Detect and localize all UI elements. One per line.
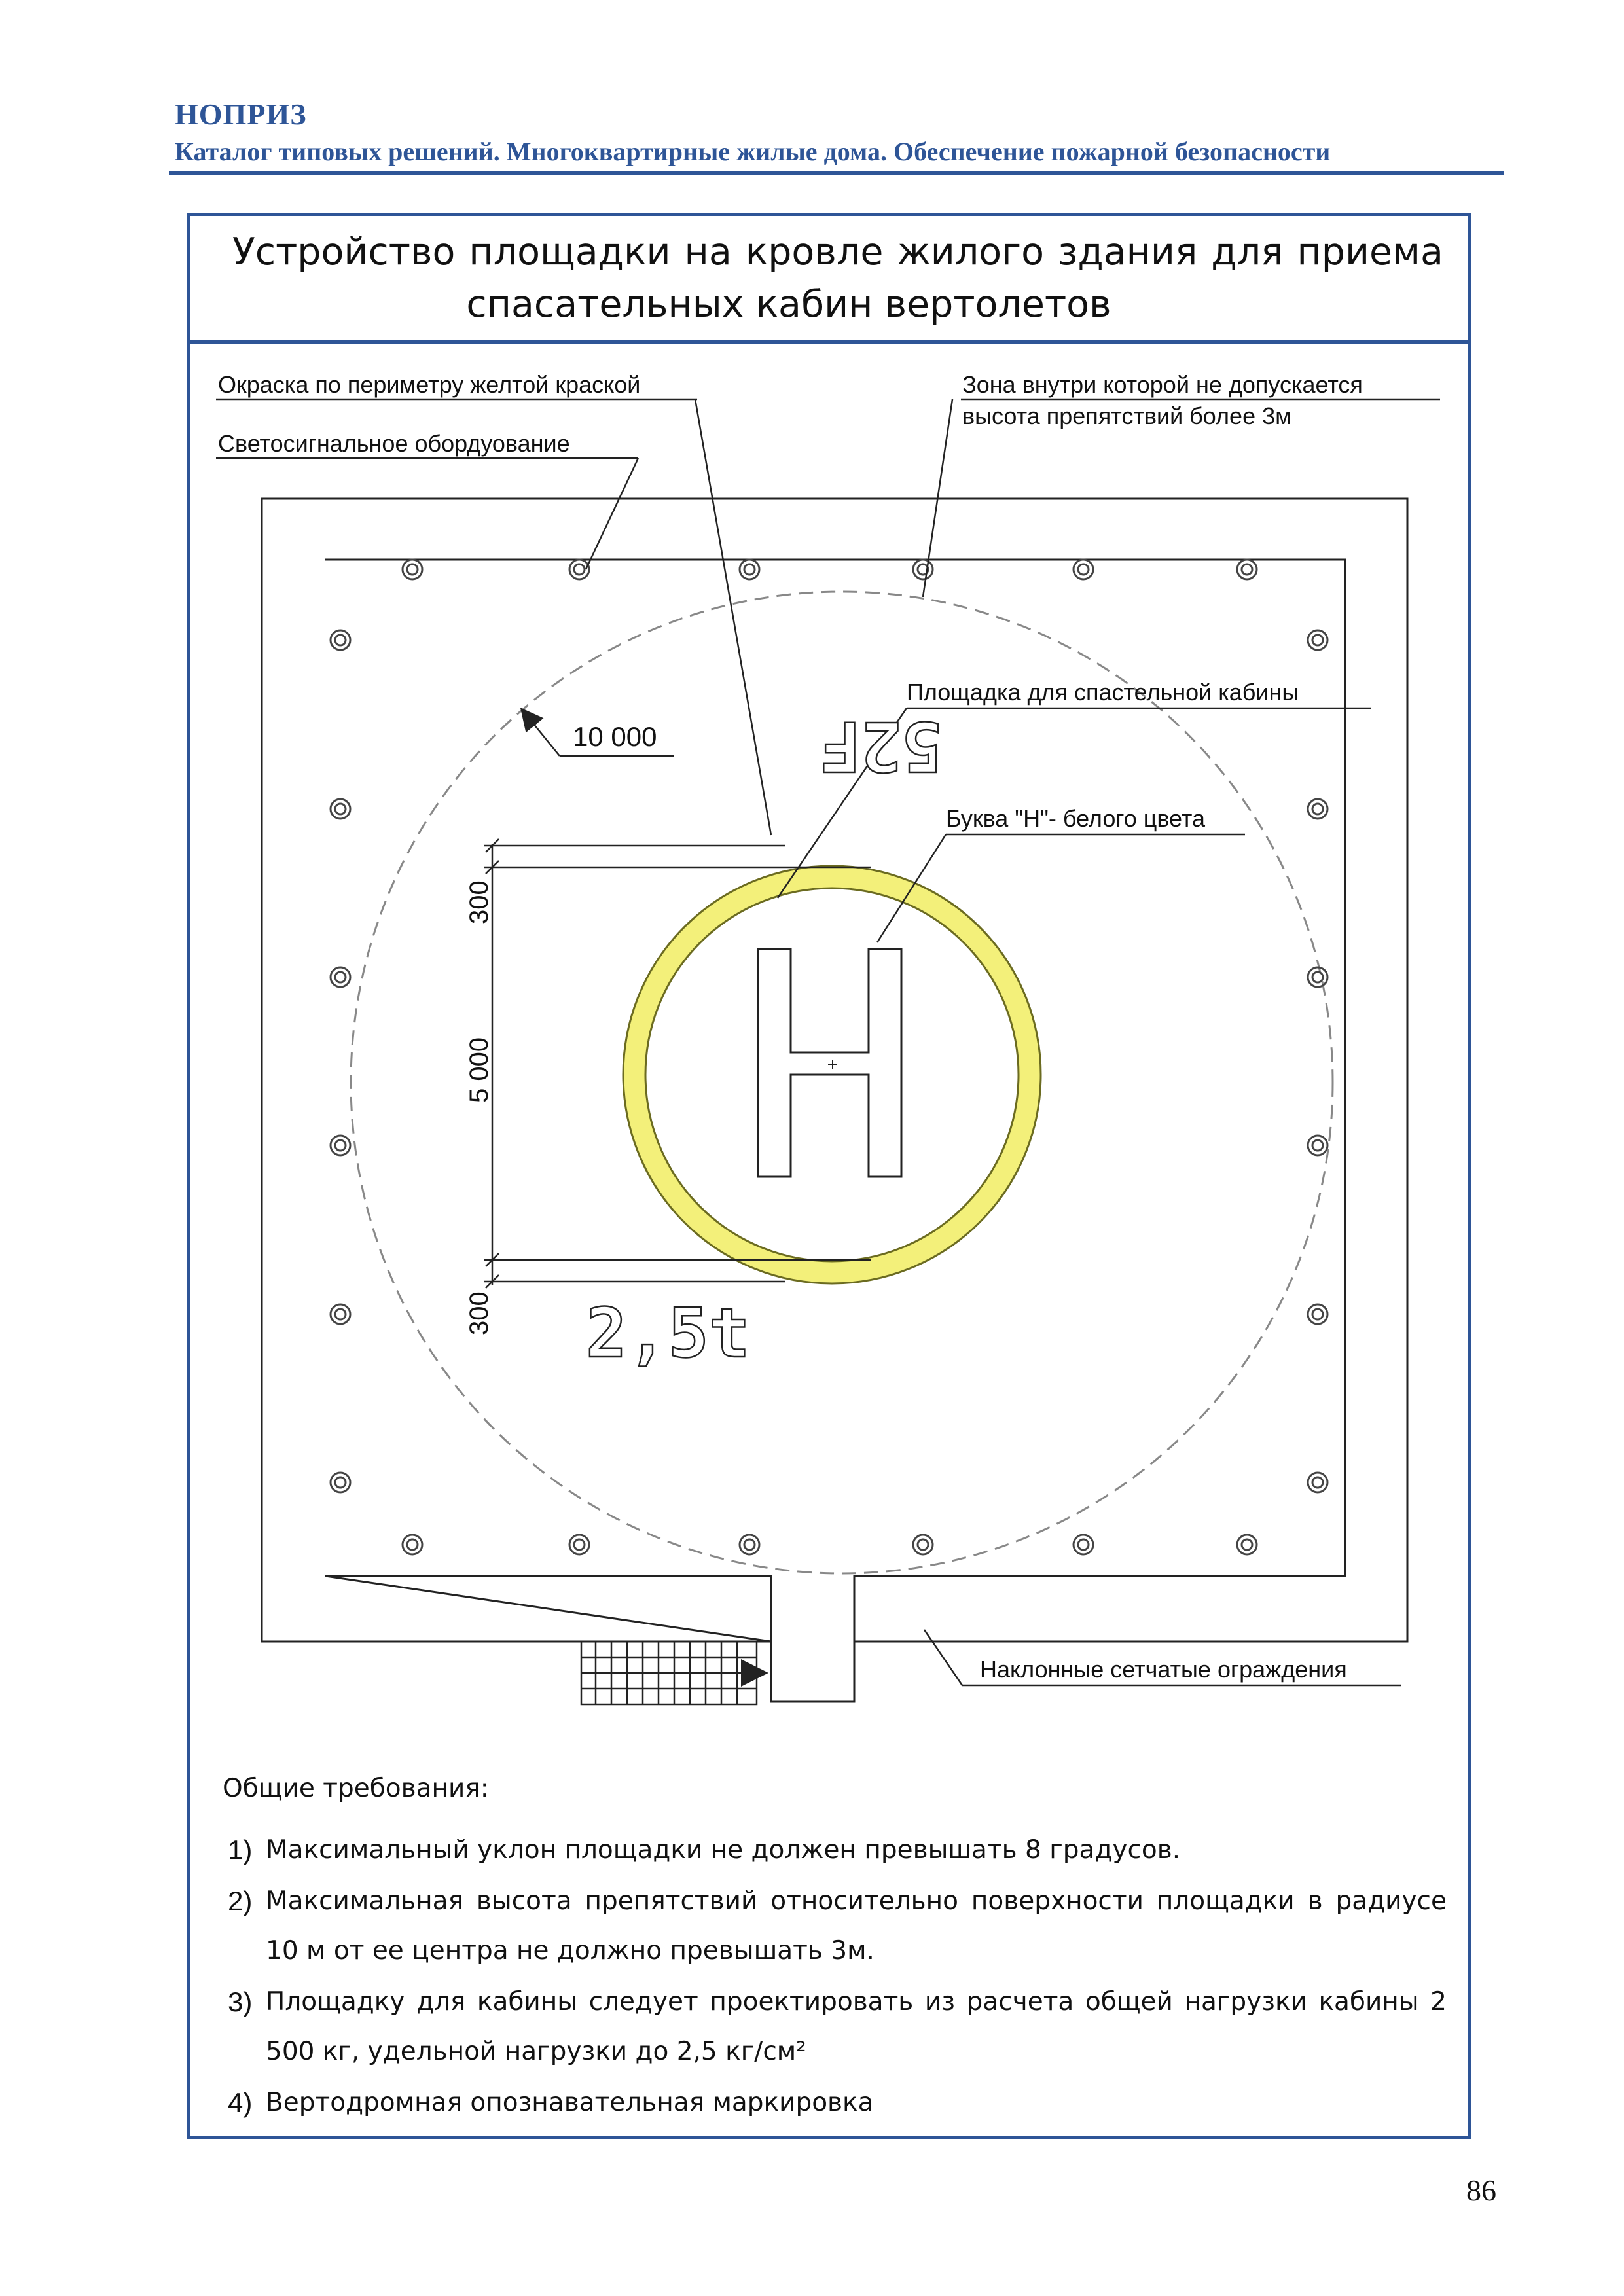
requirements-list (223, 1825, 1447, 2128)
list-item-number: 1) (228, 1835, 253, 1865)
signal-light-core (1312, 635, 1323, 645)
list-item (223, 1876, 1447, 1976)
requirements-section (223, 1774, 1447, 2129)
signal-light-icon (569, 1535, 589, 1554)
signal-light-icon (1308, 1304, 1327, 1324)
signal-light-icon (1237, 1535, 1257, 1554)
label-perimeter-paint: Окраска по периметру желтой краской (218, 371, 641, 398)
signal-light-core (574, 1539, 585, 1550)
signal-light-icon (1074, 560, 1093, 579)
header-org: НОПРИЗ (175, 98, 307, 131)
signal-light-icon (403, 560, 422, 579)
signal-light-core (918, 1539, 928, 1550)
label-zone-line1: Зона внутри которой не допускается (962, 371, 1363, 398)
signal-light-core (1312, 1140, 1323, 1151)
label-light-equipment: Светосигнальное обордуование (218, 430, 570, 457)
signal-light-icon (331, 799, 350, 819)
signal-light-core (1242, 1539, 1252, 1550)
leader-fence (924, 1630, 962, 1685)
signal-light-core (1078, 1539, 1089, 1550)
signal-light-core (1312, 972, 1323, 982)
requirements-heading: Общие требования: (223, 1774, 489, 1803)
signal-light-icon (331, 1136, 350, 1155)
signal-light-icon (740, 1535, 759, 1554)
signal-light-core (1078, 564, 1089, 575)
signal-light-icon (331, 1473, 350, 1492)
signal-light-core (744, 1539, 755, 1550)
signal-light-icon (403, 1535, 422, 1554)
signal-light-icon (1308, 799, 1327, 819)
header-subtitle: Каталог типовых решений. Многоквартирные жилые дома. Обеспечение пожарной безопасности (175, 137, 1331, 166)
list-item-text: Площадку для кабины следует проектировать из расчета общей нагрузки кабины 2 500 кг, удельной нагрузки до 2,5 кг/см² (266, 1987, 1447, 2066)
list-item-text: Максимальный уклон площадки не должен превышать 8 градусов. (266, 1835, 1181, 1865)
signal-light-icon (740, 560, 759, 579)
page-number: 86 (1466, 2174, 1496, 2207)
signal-light-core (1312, 1477, 1323, 1488)
signal-light-icon (1308, 1473, 1327, 1492)
list-item-number: 2) (228, 1886, 253, 1916)
signal-light-icon (913, 560, 933, 579)
signal-light-icon (913, 1535, 933, 1554)
list-item (223, 1977, 1447, 2077)
signal-light-icon (331, 1304, 350, 1324)
signal-light-icon (331, 630, 350, 650)
signal-light-core (335, 972, 346, 982)
list-item (223, 1825, 1447, 1875)
label-radius: 10 000 (573, 721, 657, 752)
label-letter-h: Буква "Н"- белого цвета (946, 805, 1205, 832)
list-item-number: 4) (228, 2087, 253, 2118)
signal-light-core (335, 804, 346, 814)
signal-light-core (1312, 1309, 1323, 1319)
title-line-1: Устройство площадки на кровле жилого здания для приема (232, 230, 1443, 274)
radius-arrow (522, 710, 560, 756)
label-pad: Площадка для спастельной кабины (907, 679, 1299, 706)
title-line-2: спасательных кабин вертолетов (466, 283, 1111, 326)
signal-light-core (407, 564, 418, 575)
signal-light-core (407, 1539, 418, 1550)
label-fence: Наклонные сетчатые ограждения (980, 1656, 1347, 1683)
signal-light-core (335, 635, 346, 645)
leader-light-equipment (586, 458, 638, 569)
list-item-text: Максимальная высота препятствий относительно поверхности площадки в радиусе 10 м от ее центра не должно превышать 3м. (266, 1886, 1447, 1965)
signal-light-core (335, 1477, 346, 1488)
signal-light-icon (1308, 630, 1327, 650)
signal-light-core (1312, 804, 1323, 814)
leader-perimeter-paint (695, 399, 771, 835)
signal-light-core (574, 564, 585, 575)
signal-light-icon (1308, 967, 1327, 987)
list-item-text: Вертодромная опознавательная маркировка (266, 2088, 874, 2117)
signal-light-icon (1074, 1535, 1093, 1554)
list-item-number: 3) (228, 1986, 253, 2017)
signal-light-core (335, 1140, 346, 1151)
dimension-bottom-label: 300 (465, 1291, 494, 1335)
list-item (223, 2078, 1447, 2128)
signal-light-core (335, 1309, 346, 1319)
marking-weight-top: 52F (820, 706, 943, 786)
signal-light-core (744, 564, 755, 575)
signal-light-core (1242, 564, 1252, 575)
dimension-main-label: 5 000 (465, 1037, 494, 1103)
signal-light-icon (331, 967, 350, 987)
label-zone-line2: высота препятствий более 3м (962, 403, 1291, 429)
signal-light-icon (1237, 560, 1257, 579)
signal-light-icon (1308, 1136, 1327, 1155)
marking-weight-bottom: 2,5t (586, 1293, 750, 1373)
dimension-top-label: 300 (465, 880, 494, 924)
